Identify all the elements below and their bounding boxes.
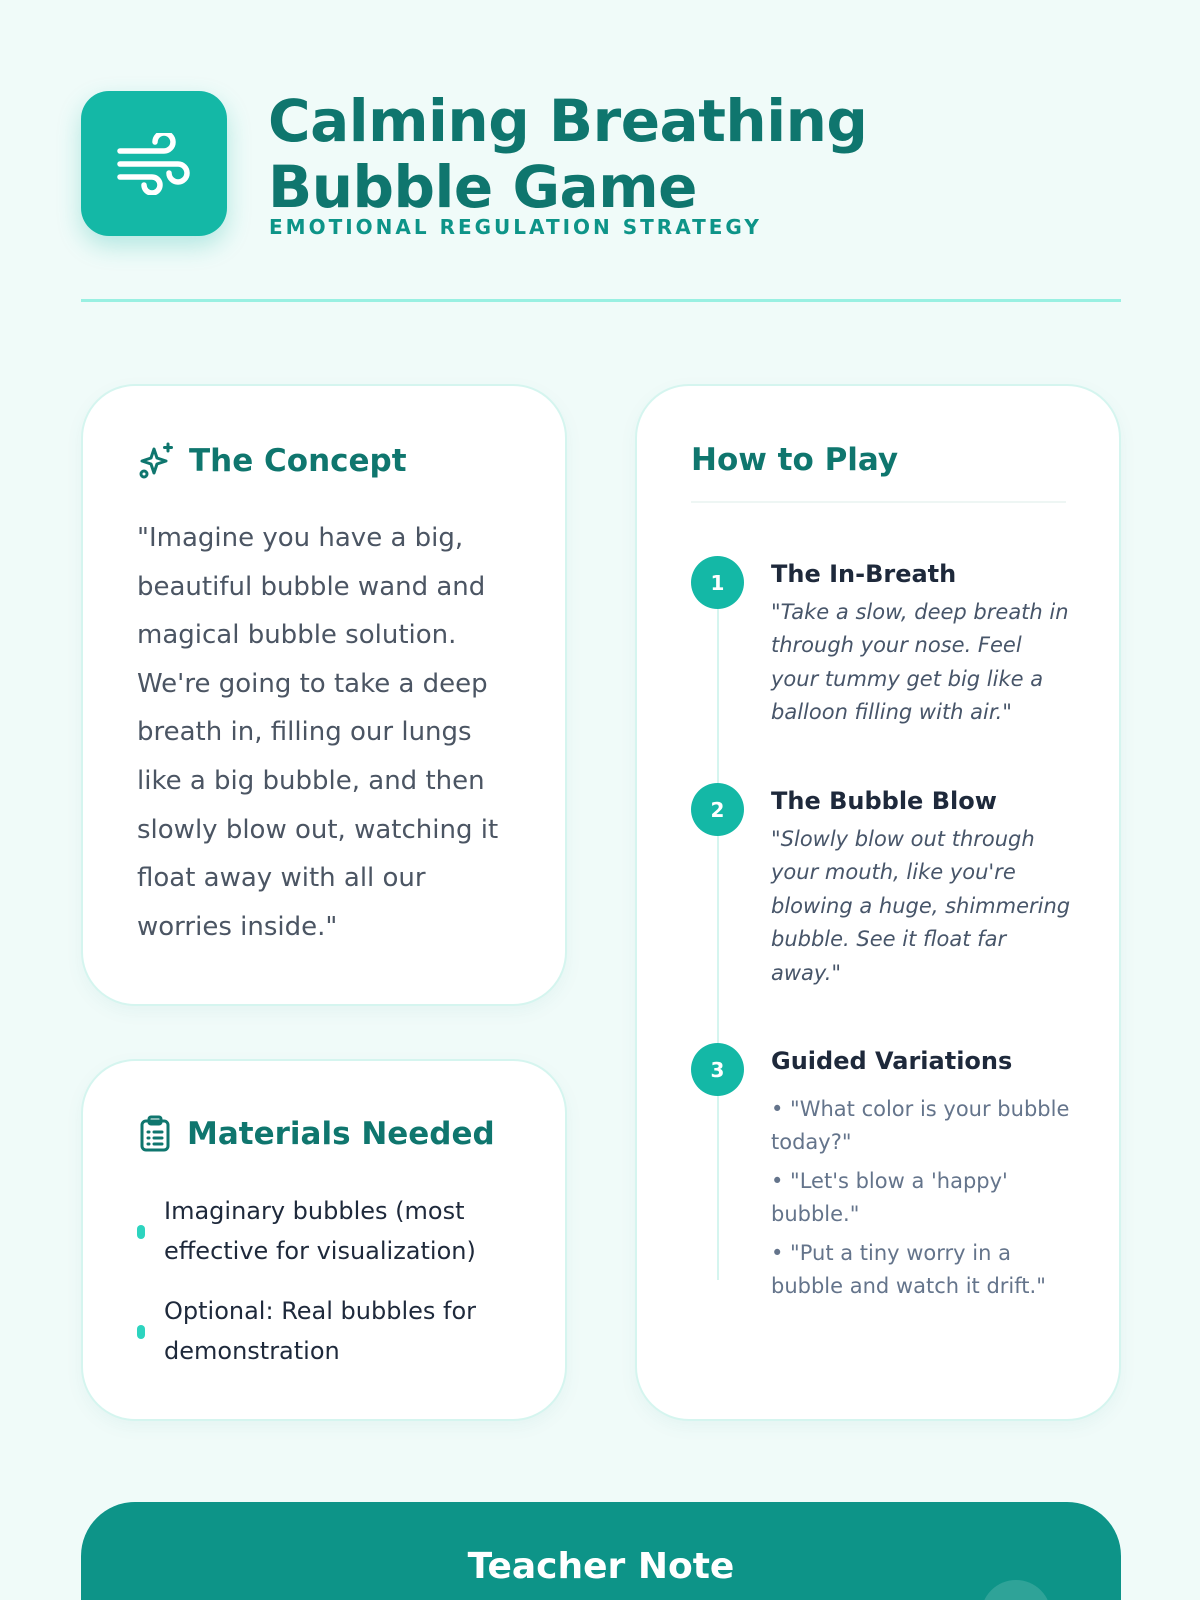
list-item [137, 1291, 537, 1371]
variations-list [771, 1093, 1071, 1309]
materials-list [137, 1191, 537, 1391]
step-number-badge: 1 [691, 556, 744, 609]
bullet-dot [137, 1325, 145, 1339]
list-item-text: Optional: Real bubbles for demonstration [164, 1297, 477, 1365]
concept-heading [137, 442, 407, 480]
wind-icon [116, 133, 192, 195]
heading-rule [691, 501, 1066, 503]
list-item: • "Let's blow a 'happy' bubble." [771, 1169, 1008, 1226]
step-text: "Take a slow, deep breath in through your nose. Feel your tummy get big like a balloon filling with air." [771, 600, 1069, 725]
materials-heading [137, 1115, 495, 1153]
concept-heading-text: The Concept [189, 443, 407, 479]
teacher-note-title: Teacher Note [467, 1546, 735, 1587]
how-to-play-card [635, 384, 1121, 1421]
step-number-badge: 3 [691, 1043, 744, 1096]
list-item: • "Put a tiny worry in a bubble and watch it drift." [771, 1241, 1046, 1298]
list-item: • "What color is your bubble today?" [771, 1097, 1070, 1154]
page-title: Calming Breathing Bubble Game [268, 87, 868, 221]
materials-card [81, 1059, 567, 1421]
concept-card [81, 384, 567, 1006]
list-item-text: Imaginary bubbles (most effective for visualization) [164, 1197, 476, 1265]
concept-text: "Imagine you have a big, beautiful bubble wand and magical bubble solution. We're going to take a deep breath in, filling our lungs like a big bubble, and then slowly blow out, watching it float away with all our worries inside." [137, 523, 499, 942]
list-item [137, 1191, 537, 1271]
clipboard-list-icon [137, 1115, 173, 1153]
step-title: Guided Variations [771, 1047, 1013, 1075]
step-title: The Bubble Blow [771, 787, 997, 815]
bullet-dot [137, 1225, 145, 1239]
step-title: The In-Breath [771, 560, 957, 588]
logo [81, 91, 227, 236]
header [81, 88, 1121, 238]
sparkles-icon [137, 442, 175, 480]
teacher-note-banner [81, 1502, 1121, 1600]
timeline-line [717, 574, 719, 1280]
header-divider [81, 299, 1121, 302]
step-text: "Slowly blow out through your mouth, like you're blowing a huge, shimmering bubble. See it float far away." [771, 827, 1071, 985]
materials-heading-text: Materials Needed [187, 1116, 495, 1152]
page-subtitle: EMOTIONAL REGULATION STRATEGY [269, 215, 762, 239]
how-to-play-heading: How to Play [691, 442, 899, 478]
step-number-badge: 2 [691, 783, 744, 836]
